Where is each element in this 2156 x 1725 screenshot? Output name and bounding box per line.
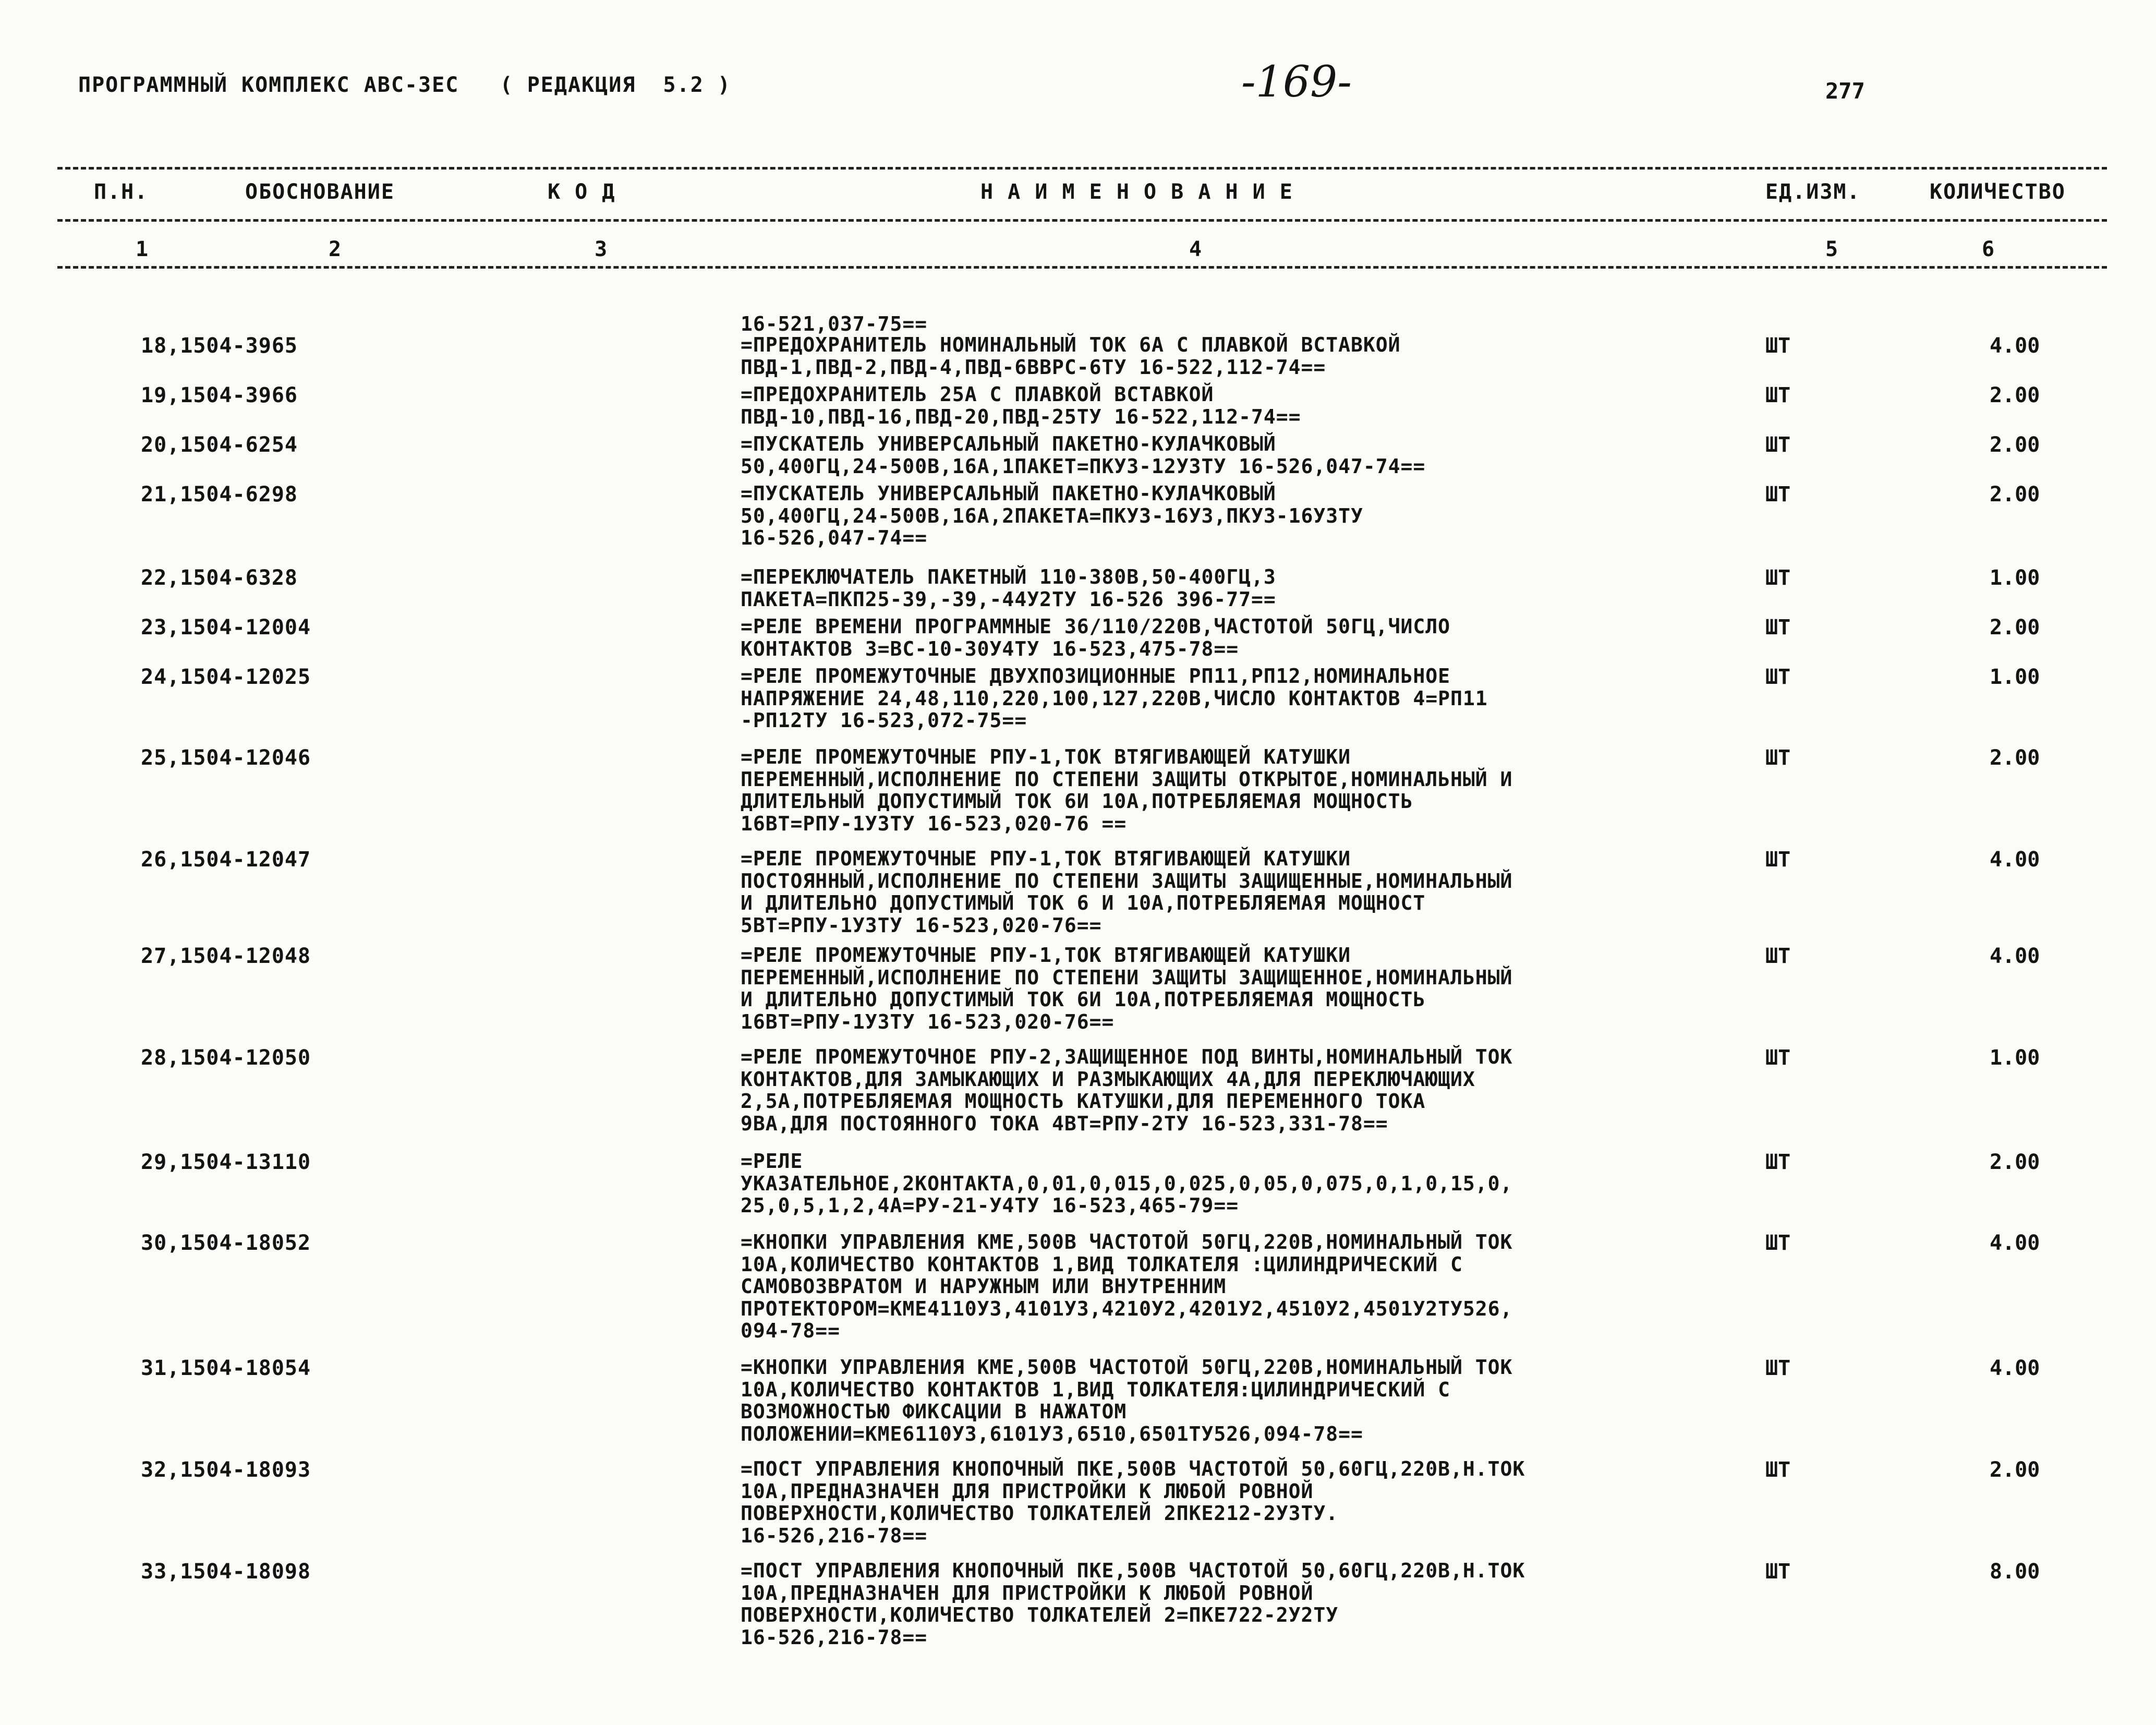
row-pn: 27,1504-12048 — [141, 944, 311, 968]
header-separator-rule — [57, 219, 2107, 222]
col-header-unit: ЕД.ИЗМ. — [1765, 180, 1861, 204]
row-qty: 2.00 — [1990, 482, 2040, 506]
row-unit: ШТ — [1765, 1231, 1791, 1255]
row-pn: 31,1504-18054 — [141, 1356, 311, 1380]
row-unit: ШТ — [1765, 1458, 1791, 1482]
row-pn: 18,1504-3965 — [141, 334, 298, 358]
row-name: =ПЕРЕКЛЮЧАТЕЛЬ ПАКЕТНЫЙ 110-380В,50-400ГЦ,3 ПАКЕТА=ПКП25-39,-39,-44У2ТУ 16-526 396-77== — [741, 565, 1276, 611]
row-pn: 19,1504-3966 — [141, 383, 298, 407]
table-body-rule — [57, 266, 2107, 269]
row-qty: 2.00 — [1990, 1150, 2040, 1174]
row-unit: ШТ — [1765, 334, 1791, 358]
row-unit: ШТ — [1765, 746, 1791, 770]
col-number-3: 3 — [595, 237, 608, 261]
col-number-5: 5 — [1825, 237, 1838, 261]
col-header-pn: П.Н. — [94, 180, 149, 204]
row-name: =ПОСТ УПРАВЛЕНИЯ КНОПОЧНЫЙ ПКЕ,500В ЧАСТОТОЙ 50,60ГЦ,220В,Н.ТОК 10А,ПРЕДНАЗНАЧЕН ДЛЯ ПРИСТРОЙКИ К ЛЮБОЙ РОВНОЙ ПОВЕРХНОСТИ,КОЛИЧЕСТВО ТОЛКАТЕЛЕЙ 2=ПКЕ722-2У2ТУ 16-526,216-78== — [741, 1559, 1525, 1649]
program-header: ПРОГРАММНЫЙ КОМПЛЕКС АВС-3ЕС ( РЕДАКЦИЯ 5.2 ) — [78, 73, 731, 97]
row-qty: 4.00 — [1990, 1231, 2040, 1255]
row-pn: 22,1504-6328 — [141, 566, 298, 590]
row-qty: 4.00 — [1990, 848, 2040, 872]
row-name: =РЕЛЕ ВРЕМЕНИ ПРОГРАММНЫЕ 36/110/220В,ЧАСТОТОЙ 50ГЦ,ЧИСЛО КОНТАКТОВ 3=ВС-10-30У4ТУ 16-523,475-78== — [741, 615, 1451, 660]
row-name: =РЕЛЕ ПРОМЕЖУТОЧНЫЕ РПУ-1,ТОК ВТЯГИВАЮЩЕЙ КАТУШКИ ПОСТОЯННЫЙ,ИСПОЛНЕНИЕ ПО СТЕПЕНИ ЗАЩИТЫ ЗАЩИЩЕННЫЕ,НОМИНАЛЬНЫЙ И ДЛИТЕЛЬНО ДОПУСТИМЫЙ ТОК 6 И 10А,ПОТРЕБЛЯЕМАЯ МОЩНОСТ 5ВТ=РПУ-1У3ТУ 16-523,020-76== — [741, 847, 1513, 937]
row-pn: 25,1504-12046 — [141, 746, 311, 770]
row-pn: 24,1504-12025 — [141, 665, 311, 689]
table-top-rule — [57, 167, 2107, 170]
row-name: =ПОСТ УПРАВЛЕНИЯ КНОПОЧНЫЙ ПКЕ,500В ЧАСТОТОЙ 50,60ГЦ,220В,Н.ТОК 10А,ПРЕДНАЗНАЧЕН ДЛЯ ПРИСТРОЙКИ К ЛЮБОЙ РОВНОЙ ПОВЕРХНОСТИ,КОЛИЧЕСТВО ТОЛКАТЕЛЕЙ 2ПКЕ212-2У3ТУ. 16-526,216-78== — [741, 1457, 1525, 1547]
col-header-qty: КОЛИЧЕСТВО — [1930, 180, 2066, 204]
row-name: =ПРЕДОХРАНИТЕЛЬ 25А С ПЛАВКОЙ ВСТАВКОЙ ПВД-10,ПВД-16,ПВД-20,ПВД-25ТУ 16-522,112-74== — [741, 383, 1301, 428]
row-unit: ШТ — [1765, 944, 1791, 968]
row-unit: ШТ — [1765, 1046, 1791, 1070]
row-name: =КНОПКИ УПРАВЛЕНИЯ КМЕ,500В ЧАСТОТОЙ 50ГЦ,220В,НОМИНАЛЬНЫЙ ТОК 10А,КОЛИЧЕСТВО КОНТАКТОВ 1,ВИД ТОЛКАТЕЛЯ :ЦИЛИНДРИЧЕСКИЙ С САМОВОЗВРАТОМ И НАРУЖНЫМ ИЛИ ВНУТРЕННИМ ПРОТЕКТОРОМ=КМЕ4110У3,4101У3,4210У2,4201У2,4510У2,4501У2ТУ526, 094-78== — [741, 1231, 1513, 1342]
row-qty: 1.00 — [1990, 1046, 2040, 1070]
row-qty: 2.00 — [1990, 746, 2040, 770]
row-pn: 26,1504-12047 — [141, 848, 311, 872]
row-name: =ПУСКАТЕЛЬ УНИВЕРСАЛЬНЫЙ ПАКЕТНО-КУЛАЧКОВЫЙ 50,400ГЦ,24-500В,16А,1ПАКЕТ=ПКУ3-12У3ТУ 16-526,047-74== — [741, 432, 1426, 478]
row-name: =РЕЛЕ ПРОМЕЖУТОЧНЫЕ РПУ-1,ТОК ВТЯГИВАЮЩЕЙ КАТУШКИ ПЕРЕМЕННЫЙ,ИСПОЛНЕНИЕ ПО СТЕПЕНИ ЗАЩИТЫ ЗАЩИЩЕННОЕ,НОМИНАЛЬНЫЙ И ДЛИТЕЛЬНО ДОПУСТИМЫЙ ТОК 6И 10А,ПОТРЕБЛЯЕМАЯ МОЩНОСТЬ 16ВТ=РПУ-1У3ТУ 16-523,020-76== — [741, 944, 1513, 1033]
row-name: =РЕЛЕ ПРОМЕЖУТОЧНЫЕ ДВУХПОЗИЦИОННЫЕ РП11,РП12,НОМИНАЛЬНОЕ НАПРЯЖЕНИЕ 24,48,110,220,100,127,220В,ЧИСЛО КОНТАКТОВ 4=РП11 -РП12ТУ 16-523,072-75== — [741, 665, 1488, 732]
row-unit: ШТ — [1765, 665, 1791, 689]
row-unit: ШТ — [1765, 566, 1791, 590]
row-qty: 2.00 — [1990, 383, 2040, 407]
page-number: 277 — [1825, 78, 1865, 104]
col-number-1: 1 — [136, 237, 149, 261]
row-qty: 2.00 — [1990, 433, 2040, 457]
row-unit: ШТ — [1765, 1150, 1791, 1174]
row-name: =ПРЕДОХРАНИТЕЛЬ НОМИНАЛЬНЫЙ ТОК 6А С ПЛАВКОЙ ВСТАВКОЙ ПВД-1,ПВД-2,ПВД-4,ПВД-6ВВРС-6ТУ 16-522,112-74== — [741, 333, 1401, 379]
row-name: =РЕЛЕ ПРОМЕЖУТОЧНЫЕ РПУ-1,ТОК ВТЯГИВАЮЩЕЙ КАТУШКИ ПЕРЕМЕННЫЙ,ИСПОЛНЕНИЕ ПО СТЕПЕНИ ЗАЩИТЫ ОТКРЫТОЕ,НОМИНАЛЬНЫЙ И ДЛИТЕЛЬНЫЙ ДОПУСТИМЫЙ ТОК 6И 10А,ПОТРЕБЛЯЕМАЯ МОЩНОСТЬ 16ВТ=РПУ-1У3ТУ 16-523,020-76 == — [741, 745, 1513, 835]
col-number-2: 2 — [329, 237, 342, 261]
row-qty: 4.00 — [1990, 334, 2040, 358]
row-pn: 28,1504-12050 — [141, 1046, 311, 1070]
row-pn: 23,1504-12004 — [141, 616, 311, 640]
col-number-6: 6 — [1982, 237, 1995, 261]
continued-line: 16-521,037-75== — [741, 312, 928, 335]
row-pn: 21,1504-6298 — [141, 482, 298, 506]
row-qty: 8.00 — [1990, 1560, 2040, 1584]
row-qty: 4.00 — [1990, 944, 2040, 968]
row-unit: ШТ — [1765, 482, 1791, 506]
row-qty: 2.00 — [1990, 616, 2040, 640]
col-header-name: Н А И М Е Н О В А Н И Е — [980, 180, 1293, 204]
row-pn: 30,1504-18052 — [141, 1231, 311, 1255]
row-name: =РЕЛЕ ПРОМЕЖУТОЧНОЕ РПУ-2,ЗАЩИЩЕННОЕ ПОД ВИНТЫ,НОМИНАЛЬНЫЙ ТОК КОНТАКТОВ,ДЛЯ ЗАМЫКАЮЩИХ И РАЗМЫКАЮЩИХ 4А,ДЛЯ ПЕРЕКЛЮЧАЮЩИХ 2,5А,ПОТРЕБЛЯЕМАЯ МОЩНОСТЬ КАТУШКИ,ДЛЯ ПЕРЕМЕННОГО ТОКА 9ВА,ДЛЯ ПОСТОЯННОГО ТОКА 4ВТ=РПУ-2ТУ 16-523,331-78== — [741, 1045, 1513, 1135]
row-qty: 1.00 — [1990, 566, 2040, 590]
row-pn: 29,1504-13110 — [141, 1150, 311, 1174]
row-unit: ШТ — [1765, 1356, 1791, 1380]
col-header-code: К О Д — [548, 180, 616, 204]
row-name: =ПУСКАТЕЛЬ УНИВЕРСАЛЬНЫЙ ПАКЕТНО-КУЛАЧКОВЫЙ 50,400ГЦ,24-500В,16А,2ПАКЕТА=ПКУ3-16У3,ПКУ3-16У3ТУ 16-526,047-74== — [741, 482, 1363, 549]
row-pn: 32,1504-18093 — [141, 1458, 311, 1482]
row-unit: ШТ — [1765, 848, 1791, 872]
row-qty: 4.00 — [1990, 1356, 2040, 1380]
row-qty: 2.00 — [1990, 1458, 2040, 1482]
col-number-4: 4 — [1189, 237, 1202, 261]
row-unit: ШТ — [1765, 433, 1791, 457]
col-header-basis: ОБОСНОВАНИЕ — [245, 180, 395, 204]
row-unit: ШТ — [1765, 1560, 1791, 1584]
row-name: =РЕЛЕ УКАЗАТЕЛЬНОЕ,2КОНТАКТА,0,01,0,015,0,025,0,05,0,075,0,1,0,15,0, 25,0,5,1,2,4А=РУ-21-У4ТУ 16-523,465-79== — [741, 1150, 1513, 1217]
row-pn: 20,1504-6254 — [141, 433, 298, 457]
row-qty: 1.00 — [1990, 665, 2040, 689]
row-pn: 33,1504-18098 — [141, 1560, 311, 1584]
handwritten-page-number: -169- — [1241, 57, 1352, 107]
row-name: =КНОПКИ УПРАВЛЕНИЯ КМЕ,500В ЧАСТОТОЙ 50ГЦ,220В,НОМИНАЛЬНЫЙ ТОК 10А,КОЛИЧЕСТВО КОНТАКТОВ 1,ВИД ТОЛКАТЕЛЯ:ЦИЛИНДРИЧЕСКИЙ С ВОЗМОЖНОСТЬЮ ФИКСАЦИИ В НАЖАТОМ ПОЛОЖЕНИИ=КМЕ6110У3,6101У3,6510,6501ТУ526,094-78== — [741, 1356, 1513, 1445]
row-unit: ШТ — [1765, 383, 1791, 407]
row-unit: ШТ — [1765, 616, 1791, 640]
